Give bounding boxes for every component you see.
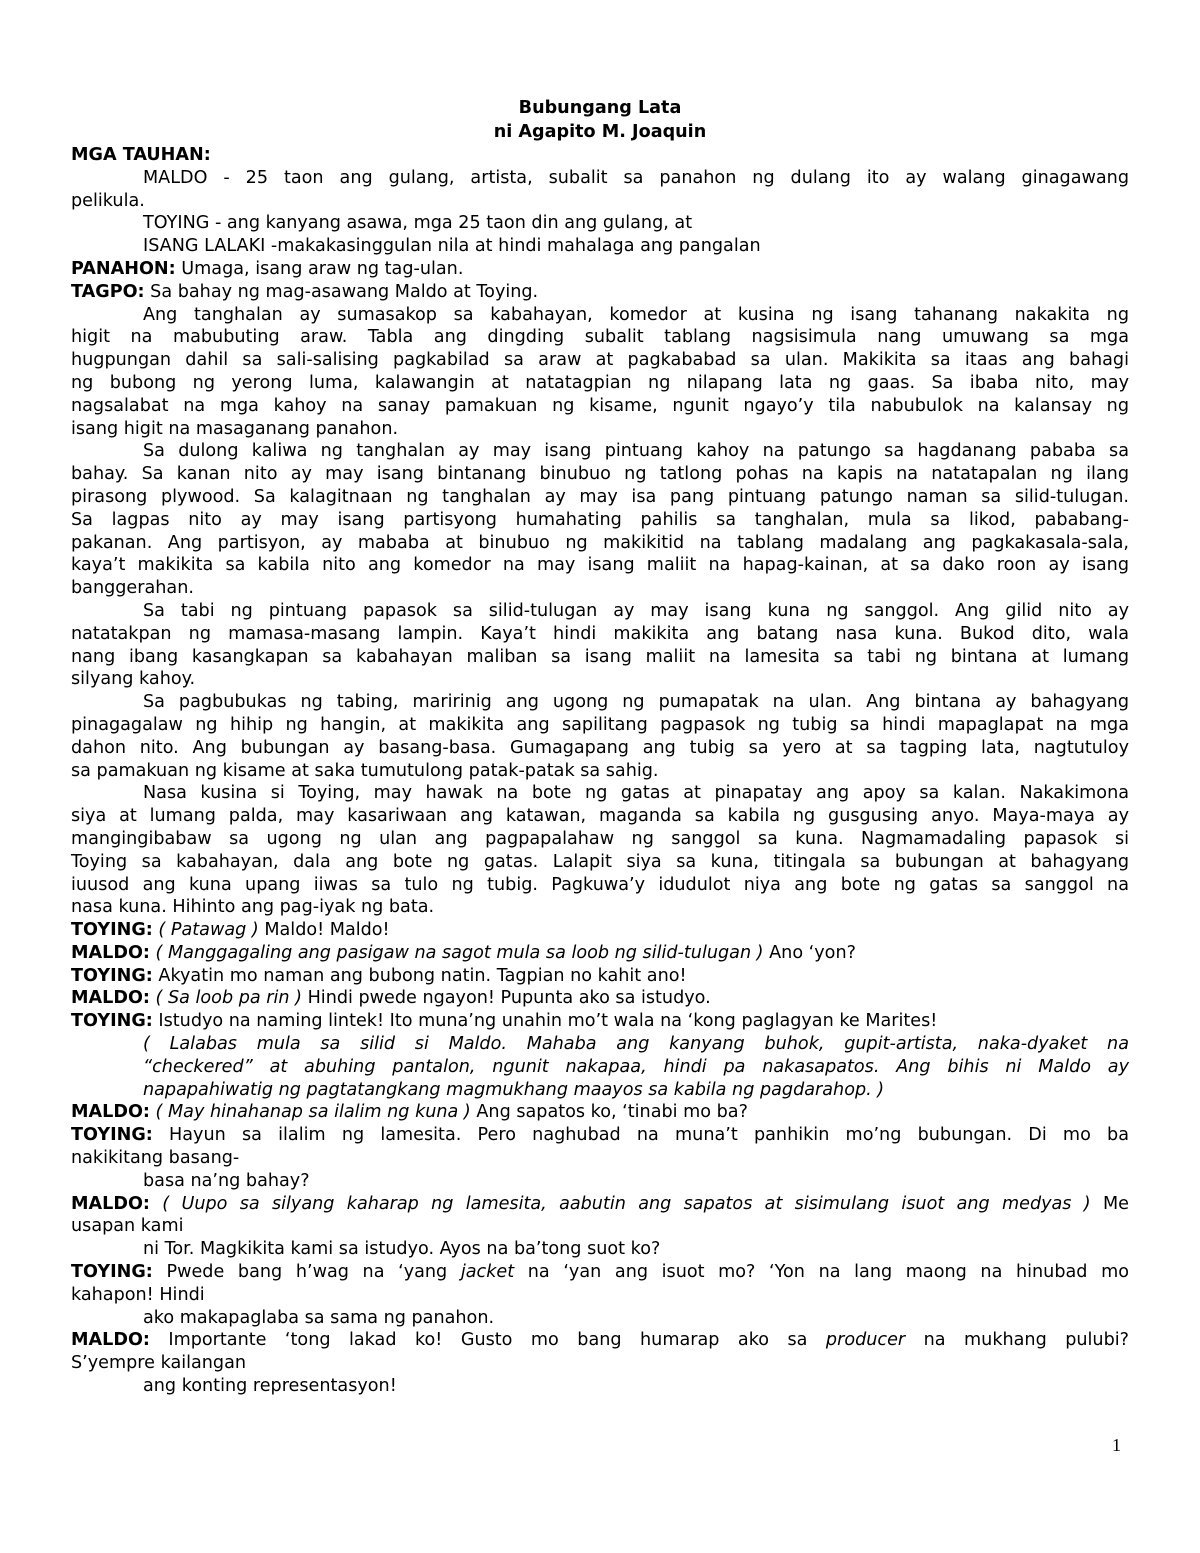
document-page [71, 96, 1129, 1398]
play-author: ni Agapito M. Joaquin [493, 122, 707, 142]
dialogue-line [71, 1101, 1129, 1124]
dialogue-text: Maldo! Maldo! [258, 920, 390, 941]
para-line: higit na mabubuting araw. Tabla ang dingding subalit tablang nagsisimula nang umuwang sa mga [71, 327, 1129, 348]
cast-maldo-line: MALDO - 25 taon ang gulang, artista, subalit sa panahon ng dulang ito ay walang ginagawang [143, 167, 1129, 188]
dialogue-text: Hindi pwede ngayon! Pupunta ako sa istudyo. [301, 988, 711, 1009]
dialogue-line [71, 987, 1129, 1010]
para-line: kaya’t makikita sa kabila nito ang komedor na may isang maliit na hapag-kainan, at sa dako roon ay isang [71, 555, 1129, 576]
para-line: pakanan. Ang partisyon, ay mababa at binubuo ng makikitid na tablang madalang ang pagkakasala-sala, [71, 532, 1129, 553]
dialogue-line-cont: basa na’ng bahay? [143, 1170, 310, 1191]
dialogue-text: Ano ‘yon? [763, 942, 856, 963]
dialogue-line-cont: ang konting representasyon! [143, 1376, 397, 1397]
speaker-label: MALDO: [71, 942, 150, 963]
stage-cue: ( May hinahanap sa ilalim ng kuna ) [149, 1102, 471, 1123]
dialogue-line [71, 1124, 1129, 1147]
dialogue-line [71, 1193, 1129, 1216]
stage-direction-text: “checkered” at abuhing pantalon, ngunit nakapaa, hindi pa nakasapatos. Ang bihis ni Maldo ay [143, 1056, 1129, 1077]
para-line: Sa pagbubukas ng tabing, maririnig ang ugong ng pumapatak na ulan. Ang bintana ay bahagyang [143, 692, 1129, 713]
stage-direction-line [71, 1033, 1129, 1056]
para-line: Ang tanghalan ay sumasakop sa kabahayan, komedor at kusina ng isang tahanang nakakita ng [143, 304, 1129, 325]
panahon-text: Umaga, isang araw ng tag-ulan. [175, 258, 464, 279]
stage-direction-text: ( Lalabas mula sa silid si Maldo. Mahaba ang kanyang buhok, gupit-artista, naka-dyaket na [143, 1034, 1129, 1055]
dialogue-line-cont: S’yempre kailangan [71, 1353, 247, 1374]
dialogue-line [71, 1329, 1129, 1352]
tagpo-text: Sa bahay ng mag-asawang Maldo at Toying. [144, 281, 539, 302]
dialogue-text: Ang sapatos ko, ‘tinabi mo ba? [470, 1102, 748, 1123]
stage-cue: ( Manggagaling ang pasigaw na sagot mula sa loob ng silid-tulugan ) [149, 942, 764, 963]
speaker-label: TOYING: [71, 920, 153, 941]
para-line: nasa kuna. Hihinto ang pag-iyak ng bata. [71, 897, 435, 918]
tagpo-line [71, 281, 1129, 304]
tagpo-label: TAGPO: [71, 281, 145, 302]
dialogue-text: na mukhang pulubi? [905, 1330, 1129, 1351]
dialogue-text: Me [1090, 1193, 1129, 1214]
speaker-label: TOYING: [71, 1262, 153, 1283]
dialogue-line-cont: ako makapaglaba sa sama ng panahon. [143, 1307, 495, 1328]
para-line: Toying sa kabahayan, dala ang bote ng gatas. Lalapit siya sa kuna, titingala sa bubungan at bahagyang [71, 851, 1129, 872]
para-line: nang ibang kasangkapan sa kabahayan maliban sa isang maliit na lamesita sa tabi ng bintana at lumang [71, 646, 1129, 667]
stage-direction-text: napapahiwatig ng pagtatangkang magmukhang maayos sa kabila ng pagdarahop. ) [143, 1079, 885, 1100]
speaker-label: MALDO: [71, 1193, 150, 1214]
dialogue-line-cont: usapan kami [71, 1216, 184, 1237]
dialogue-line [71, 1261, 1129, 1284]
para-line: siya at lumang palda, may kasariwaan ang katawan, maganda sa kabila ng gusgusing anyo. Maya-maya ay [71, 806, 1129, 827]
panahon-label: PANAHON: [71, 258, 176, 279]
cast-toying: TOYING - ang kanyang asawa, mga 25 taon din ang gulang, at [143, 213, 693, 234]
para-line: isang higit na masaganang panahon. [71, 418, 399, 439]
dialogue-text: Akyatin mo naman ang bubong natin. Tagpian no kahit ano! [152, 965, 687, 986]
panahon-line [71, 258, 1129, 281]
para-line: Nasa kusina si Toying, may hawak na bote ng gatas at pinapatay ang apoy sa kalan. Nakakimona [143, 783, 1129, 804]
emphasis-word: producer [825, 1330, 906, 1351]
para-line: bahay. Sa kanan nito ay may isang bintanang binubuo ng tatlong pohas na kapis na natatapalan ng ilang [71, 464, 1129, 485]
cast-maldo-line-end: pelikula. [71, 190, 145, 211]
para-line: Sa lagpas nito ay may isang partisyong humahating pahilis sa tanghalan, mula sa likod, pababang- [71, 509, 1129, 530]
para-line: silyang kahoy. [71, 669, 196, 690]
dialogue-line-cont: kahapon! Hindi [71, 1284, 205, 1305]
cast-label: MGA TAUHAN: [71, 145, 211, 165]
dialogue-text: Istudyo na naming lintek! Ito muna’ng unahin mo’t wala na ‘kong paglagyan ke Marites! [152, 1011, 938, 1032]
para-line: hugpungan dahil sa sali-salising pagkabilad sa araw at pagkababad sa ulan. Makikita sa itaas ang bahagi [71, 350, 1129, 371]
para-line: dahon nito. Ang bubungan ay basang-basa. Gumagapang ang tubig sa yero at sa tagping lata, nagtutuloy [71, 737, 1129, 758]
cast-heading [71, 144, 1129, 167]
para-line: pinagagalaw ng hihip ng hangin, at makikita ang sapilitang pagpasok ng tubig sa hindi mapaglapat na mga [71, 714, 1129, 735]
stage-cue: ( Uupo sa silyang kaharap ng lamesita, aabutin ang sapatos at sisimulang isuot ang medyas ) [149, 1193, 1091, 1214]
dialogue-text: Hayun sa ilalim ng lamesita. Pero naghubad na muna’t panhikin mo’ng bubungan. Di mo ba [152, 1125, 1129, 1146]
dialogue-line [71, 919, 1129, 942]
dialogue-text: na ‘yan ang isuot mo? ‘Yon na lang maong na hinubad mo [514, 1262, 1129, 1283]
para-line: pirasong plywood. Sa kalagitnaan ng tanghalan ay may isa pang pintuang patungo naman sa silid-tulugan. [71, 486, 1129, 507]
dialogue-line-cont: nakikitang basang- [71, 1148, 240, 1169]
stage-direction-line [71, 1056, 1129, 1079]
dialogue-line-cont: ni Tor. Magkikita kami sa istudyo. Ayos na ba’tong suot ko? [143, 1239, 661, 1260]
stage-cue: ( Sa loob pa rin ) [149, 988, 302, 1009]
speaker-label: TOYING: [71, 1125, 153, 1146]
para-line: banggerahan. [71, 578, 194, 599]
para-line: nagsalabat na mga kahoy na sanay pamakuan ng kisame, ngunit ngayo’y tila nabubulok na kalansay ng [71, 395, 1129, 416]
speaker-label: MALDO: [71, 988, 150, 1009]
play-title: Bubungang Lata [518, 98, 682, 118]
para-line: sa pamakuan ng kisame at saka tumutulong patak-patak sa sahig. [71, 760, 659, 781]
dialogue-line [71, 942, 1129, 965]
para-line: Sa tabi ng pintuang papasok sa silid-tulugan ay may isang kuna ng sanggol. Ang gilid nito ay [143, 600, 1129, 621]
para-line: iuusod ang kuna upang iiwas sa tulo ng tubig. Pagkuwa’y idudulot niya ang bote ng gatas sa sanggol na [71, 874, 1129, 895]
stage-direction-line [71, 1079, 1129, 1102]
para-line: ng bubong ng yerong luma, kalawangin at natatagpian ng nilapang lata ng gaas. Sa ibaba nito, may [71, 372, 1129, 393]
dialogue-text: Importante ‘tong lakad ko! Gusto mo bang humarap ako sa [149, 1330, 826, 1351]
speaker-label: TOYING: [71, 965, 153, 986]
dialogue-line [71, 965, 1129, 988]
speaker-label: MALDO: [71, 1330, 150, 1351]
stage-cue: ( Patawag ) [152, 920, 259, 941]
cast-lalaki: ISANG LALAKI -makakasinggulan nila at hindi mahalaga ang pangalan [143, 236, 761, 257]
dialogue-text: Pwede bang h’wag na ‘yang [152, 1262, 461, 1283]
page-number: 1 [1112, 1435, 1121, 1455]
para-line: Sa dulong kaliwa ng tanghalan ay may isang pintuang kahoy na patungo sa hagdanang pababa sa [143, 441, 1129, 462]
speaker-label: MALDO: [71, 1102, 150, 1123]
emphasis-word: jacket [460, 1262, 515, 1283]
dialogue-line [71, 1010, 1129, 1033]
para-line: mangingibabaw sa ugong ng ulan ang pagpapalahaw ng sanggol sa kuna. Nagmamadaling papasok si [71, 828, 1129, 849]
para-line: natatakpan ng mamasa-masang lampin. Kaya’t hindi makikita ang batang nasa kuna. Bukod dito, wala [71, 623, 1129, 644]
speaker-label: TOYING: [71, 1011, 153, 1032]
